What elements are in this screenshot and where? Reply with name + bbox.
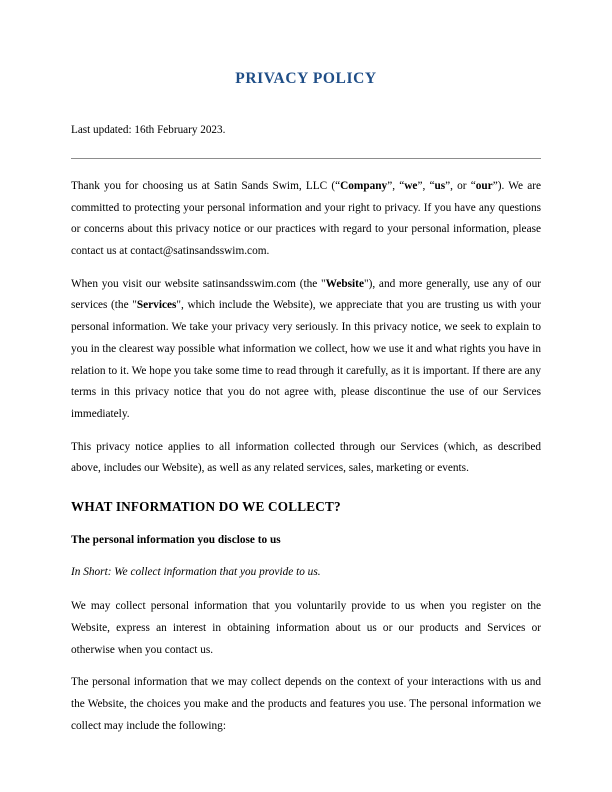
- paragraph-intro-text-2: ”, “: [387, 180, 405, 192]
- paragraph-intro-text-4: ”, or “: [445, 180, 476, 192]
- term-us: us: [434, 180, 446, 192]
- page-title: PRIVACY POLICY: [235, 70, 377, 87]
- paragraph-website-text-3: ", which include the Website), we appreciate that you are trusting us with your personal information. We take your privacy very seriously. In this privacy notice, we seek to explain to you in the clearest way possible what information we collect, how we use it and what rights you have in relation to it. We hope you take some time to read through it carefully, as it is important. If there are any terms in this privacy notice that you do not agree with, please discontinue the use of our Services immediately.: [71, 299, 541, 420]
- paragraph-website-services: [71, 274, 541, 426]
- paragraph-website-text-2: "), and more generally, use any of our services (the ": [71, 277, 541, 312]
- paragraph-scope: This privacy notice applies to all information collected through our Services (which, as described above, includes our Website), as well as any related services, sales, marketing or events.: [71, 440, 541, 475]
- last-updated-line: Last updated: 16th February 2023.: [71, 123, 226, 136]
- paragraph-voluntary-collection: We may collect personal information that you voluntarily provide to us when you register on the Website, express an interest in obtaining information about us or our products and Services or otherwise when you contact us.: [71, 600, 541, 656]
- sub-heading-personal-information: The personal information you disclose to us: [71, 534, 281, 547]
- term-services: Services: [136, 299, 177, 312]
- paragraph-context-collection: The personal information that we may collect depends on the context of your interactions with us and the Website, the choices you make and the products and features you use. The personal information we collect may include the following:: [71, 676, 541, 732]
- header-divider: [71, 158, 541, 159]
- document-content: [71, 0, 541, 137]
- term-company: Company: [340, 180, 388, 192]
- term-website: Website: [325, 277, 364, 290]
- paragraph-intro-text-1: Thank you for choosing us at Satin Sands Swim, LLC (“: [71, 180, 341, 192]
- term-our: our: [475, 180, 493, 192]
- paragraph-intro-text-3: ”, “: [417, 180, 435, 192]
- paragraph-intro-text-5: ”). We are committed to protecting your personal information and your right to privacy. If you have any questions or concerns about this privacy notice or our practices with regard to your personal information, please contact us at contact@satinsandsswim.com.: [71, 180, 541, 258]
- paragraph-website-text-1: When you visit our website satinsandsswim.com (the ": [71, 277, 326, 290]
- paragraph-intro: [71, 176, 541, 263]
- in-short-summary: In Short: We collect information that you provide to us.: [71, 566, 321, 579]
- term-we: we: [404, 180, 418, 192]
- section-heading-what-information: WHAT INFORMATION DO WE COLLECT?: [71, 498, 341, 514]
- document-body: [71, 176, 541, 749]
